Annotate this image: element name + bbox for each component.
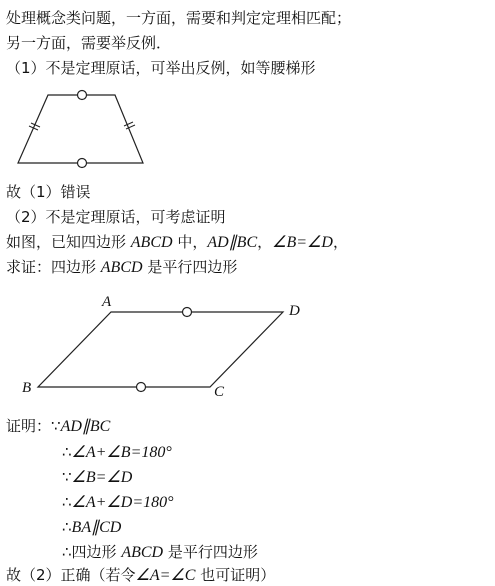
given-mid: 中， [172, 233, 208, 251]
final-suffix: 也可证明） [195, 566, 276, 584]
vertex-label-b: B [22, 380, 32, 396]
intro-line-2: 另一方面，需要举反例． [6, 34, 172, 52]
proof-line-6 [62, 543, 258, 562]
given-end: ， [332, 233, 348, 251]
proof-step-4-expr: ∠A+∠D=180° [71, 494, 174, 511]
proof-step-1-expr: AD∥BC [60, 418, 111, 435]
therefore-symbol: ∴ [62, 443, 72, 461]
final-prefix: 故（2）正确（若令 [6, 566, 136, 584]
because-symbol: ∵ [62, 468, 72, 486]
given-sep: ， [257, 233, 273, 251]
bc-edge-mark-icon [137, 383, 146, 392]
vertex-label-d: D [289, 303, 300, 319]
proof-line-2 [62, 443, 172, 462]
parallelogram-outline [38, 312, 283, 387]
proof-line-1 [6, 417, 110, 436]
proof-line-5 [62, 518, 121, 537]
vertex-label-c: C [214, 384, 225, 400]
vertex-label-a: A [102, 294, 112, 310]
therefore-symbol: ∴ [62, 518, 72, 536]
ad-edge-mark-icon [183, 308, 192, 317]
proof-line-4 [62, 493, 174, 512]
final-conclusion [6, 566, 275, 585]
proof-step-5-expr: BA∥CD [71, 519, 122, 536]
proof-label: 证明： [6, 417, 52, 435]
part2-heading: （2）不是定理原话，可考虑证明 [6, 208, 226, 226]
proof-step-6-quad: ABCD [121, 544, 164, 561]
given-cond-angles: ∠B=∠D [272, 234, 333, 251]
prove-prefix: 求证：四边形 [6, 258, 101, 276]
therefore-symbol: ∴ [62, 493, 72, 511]
proof-line-3 [62, 468, 132, 487]
therefore-symbol: ∴ [62, 543, 72, 561]
intro-line-1: 处理概念类问题，一方面，需要和判定定理相匹配； [6, 9, 352, 27]
part1-heading: （1）不是定理原话，可举出反例，如等腰梯形 [6, 59, 316, 77]
part1-conclusion: 故（1）错误 [6, 183, 91, 201]
proof-step-6-suffix: 是平行四边形 [163, 543, 258, 561]
final-expr: ∠A=∠C [135, 567, 196, 584]
because-symbol: ∵ [51, 417, 61, 435]
given-cond-parallel: AD∥BC [207, 234, 258, 251]
prove-suffix: 是平行四边形 [142, 258, 238, 276]
given-quad: ABCD [130, 234, 173, 251]
given-prefix: 如图，已知四边形 [6, 233, 131, 251]
proof-step-6-prefix: 四边形 [71, 543, 122, 561]
proof-step-3-expr: ∠B=∠D [71, 469, 133, 486]
prove-quad: ABCD [100, 259, 143, 276]
proof-step-2-expr: ∠A+∠B=180° [71, 444, 172, 461]
